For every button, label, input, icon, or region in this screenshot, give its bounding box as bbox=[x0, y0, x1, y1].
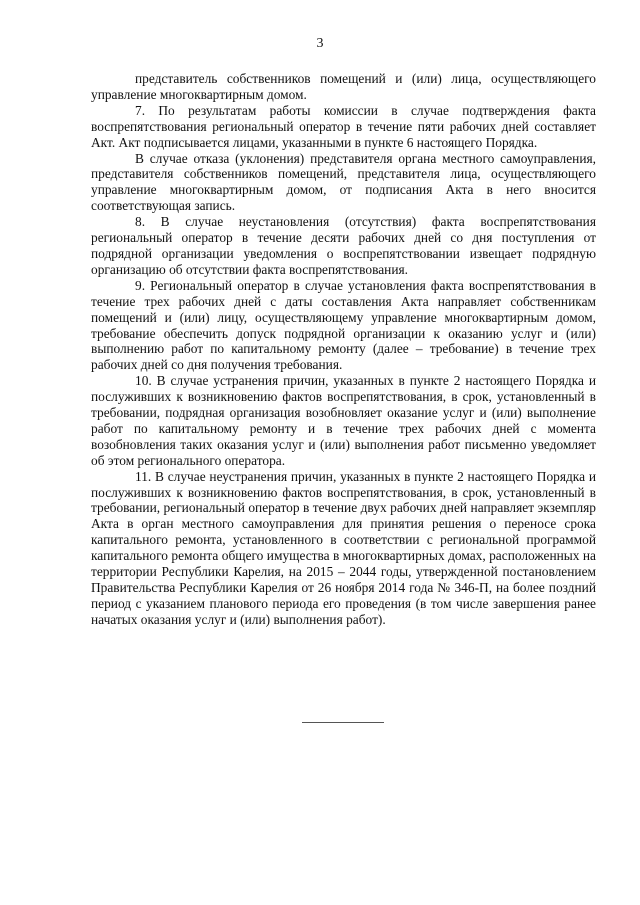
paragraph-continuation: представитель собственников помещений и (или) лица, осуществляющего управление многоквартирным домом. bbox=[91, 71, 596, 102]
end-of-text-rule bbox=[302, 722, 384, 723]
paragraph-item-10: 10. В случае устранения причин, указанных в пункте 2 настоящего Порядка и послуживших к возникновению фактов воспрепятствования, в срок, установленный в требовании, подрядная организация возобновляет оказание услуг и (или) выполнение работ по капитальному ремонту и в течение трех рабочих дней с момента возобновления таких оказания услуг и (или) выполнения работ письменно уведомляет об этом регионального оператора. bbox=[91, 373, 596, 468]
document-body bbox=[91, 71, 596, 628]
paragraph-item-7: 7. По результатам работы комиссии в случае подтверждения факта воспрепятствования региональный оператор в течение пяти рабочих дней составляет Акт. Акт подписывается лицами, указанными в пункте 6 настоящего Порядка. bbox=[91, 102, 596, 150]
page-number: 3 bbox=[316, 36, 324, 51]
paragraph-item-8: 8. В случае неустановления (отсутствия) факта воспрепятствования региональный оператор в течение десяти рабочих дней со дня поступления от подрядной организации уведомления о воспрепятствовании извещает подрядную организацию об отсутствии факта воспрепятствования. bbox=[91, 214, 596, 277]
paragraph-item-11: 11. В случае неустранения причин, указанных в пункте 2 настоящего Порядка и послуживших к возникновению фактов воспрепятствования, в срок, установленный в требовании, региональный оператор в течение двух рабочих дней направляет экземпляр Акта в орган местного самоуправления для принятия решения о переносе срока капитального ремонта, установленного в соответствии с региональной программой капитального ремонта общего имущества в многоквартирных домах, расположенных на территории Республики Карелия, на 2015 – 2044 годы, утвержденной постановлением Правительства Республики Карелия от 26 ноября 2014 года № 346-П, на более поздний период с указанием планового периода его проведения (в том числе завершения ранее начатых оказания услуг и (или) выполнения работ). bbox=[91, 468, 596, 627]
paragraph-item-9: 9. Региональный оператор в случае установления факта воспрепятствования в течение трех рабочих дней с даты составления Акта направляет собственникам помещений и (или) лицу, осуществляющему управление многоквартирным домом, требование обеспечить допуск подрядной организации к оказанию услуг и (или) выполнению работ по капитальному ремонту (далее – требование) в течение трех рабочих дней со дня получения требования. bbox=[91, 277, 596, 373]
paragraph-refusal-note: В случае отказа (уклонения) представителя органа местного самоуправления, представителя собственников помещений, представителя лица, осуществляющего управление многоквартирным домом, от подписания Акта в него вносится соответствующая запись. bbox=[91, 150, 596, 214]
